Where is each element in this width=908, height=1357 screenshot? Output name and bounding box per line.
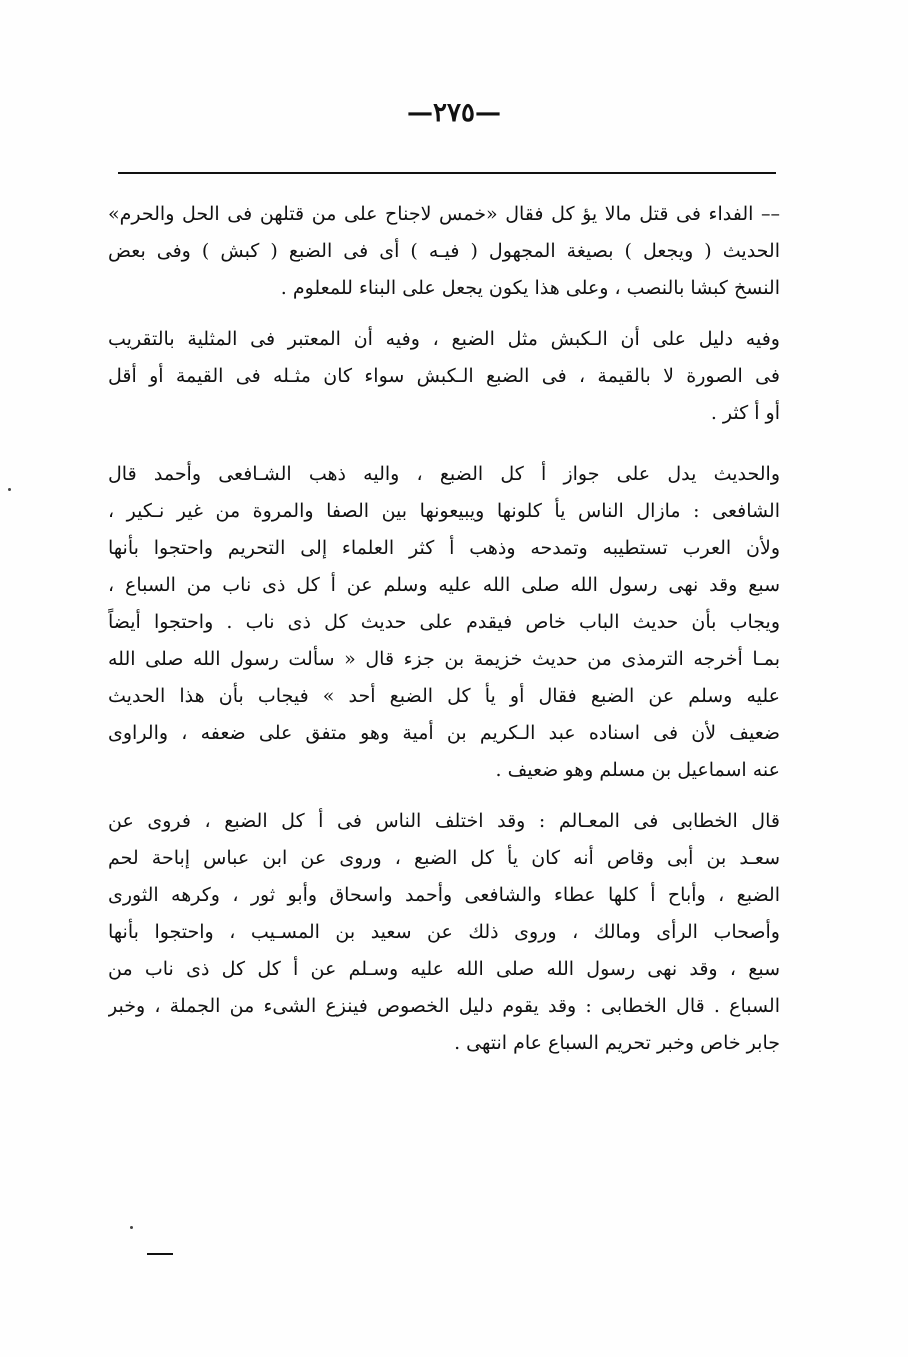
text-line: الحديث ( ويجعل ) بصيغة المجهول ( فيـه ) أى فى الضبع ( كبش ) وفى بعض (108, 240, 780, 262)
text-line: ولأن العرب تستطيبه وتمدحه وذهب أ كثر العلماء إلى التحريم واحتجوا بأنها (108, 537, 780, 559)
paragraph (108, 803, 780, 1062)
text-line: أو أ كثر . (710, 402, 780, 424)
paragraph-gap (108, 307, 780, 321)
text-line: السباع . قال الخطابى : وقد يقوم دليل الخصوص فينزع الشىء من الجملة ، وخبر (108, 995, 780, 1017)
text-line: الشافعى : مازال الناس يأ كلونها ويبيعونها بين الصفا والمروة من غير نـكير ، (108, 500, 780, 522)
text-line: سعـد بن أبى وقاص أنه كان يأ كل الضبع ، وروى عن ابن عباس إباحة لحم (108, 847, 780, 869)
page-body (108, 196, 780, 1062)
text-line: جابر خاص وخبر تحريم السباع عام انتهى . (454, 1032, 780, 1054)
paper-speck (8, 488, 11, 491)
paragraph (108, 196, 780, 307)
paragraph-gap (108, 432, 780, 456)
text-line: سبع وقد نهى رسول الله صلى الله عليه وسلم عن أ كل ذى ناب من السباع ، (108, 574, 780, 596)
text-line: عليه وسلم عن الضبع فقال أو يأ كل الضبع أحد » فيجاب بأن هذا الحديث (108, 685, 780, 707)
text-line: ويجاب بأن حديث الباب خاص فيقدم على حديث كل ذى ناب . واحتجوا أيضاً (108, 611, 780, 633)
closing-dash (147, 1253, 173, 1255)
text-line: قال الخطابى فى المعـالم : وقد اختلف الناس فى أ كل الضبع ، فروى عن (108, 810, 780, 832)
text-line: ضعيف لأن فى اسناده عبد الـكريم بن أمية وهو متفق على ضعفه ، والراوى (108, 722, 780, 744)
header-rule (118, 172, 776, 174)
paragraph-gap (108, 789, 780, 803)
text-line: عنه اسماعيل بن مسلم وهو ضعيف . (495, 759, 780, 781)
text-line: وأصحاب الرأى ومالك ، وروى ذلك عن سعيد بن المسـيب ، واحتجوا بأنها (108, 921, 780, 943)
page-number: —٢٧٥— (407, 98, 501, 128)
text-line: النسخ كبشا بالنصب ، وعلى هذا يكون يجعل على البناء للمعلوم . (280, 277, 780, 299)
text-line: سبع ، وقد نهى رسول الله صلى الله عليه وسـلم عن أ كل كل ذى ناب من (108, 958, 780, 980)
paragraph (108, 321, 780, 432)
text-line: بمـا أخرجه الترمذى من حديث خزيمة بن جزء قال « سألت رسول الله صلى الله (108, 648, 780, 670)
text-line: والحديث يدل على جواز أ كل الضبع ، واليه ذهب الشـافعى وأحمد قال (108, 463, 780, 485)
text-line: –– الفداء فى قتل مالا يؤ كل فقال «خمس لاجناح على من قتلهن فى الحل والحرم» (108, 203, 780, 225)
paper-speck (130, 1226, 133, 1229)
text-line: فى الصورة لا بالقيمة ، فى الضبع الـكبش سواء كان مثـله فى القيمة أو أقل (108, 365, 780, 387)
text-line: وفيه دليل على أن الـكبش مثل الضبع ، وفيه أن المعتبر فى المثلية بالتقريب (108, 328, 780, 350)
paragraph (108, 456, 780, 789)
text-line: الضبع ، وأباح أ كلها عطاء والشافعى وأحمد واسحاق وأبو ثور ، وكرهه الثورى (108, 884, 780, 906)
